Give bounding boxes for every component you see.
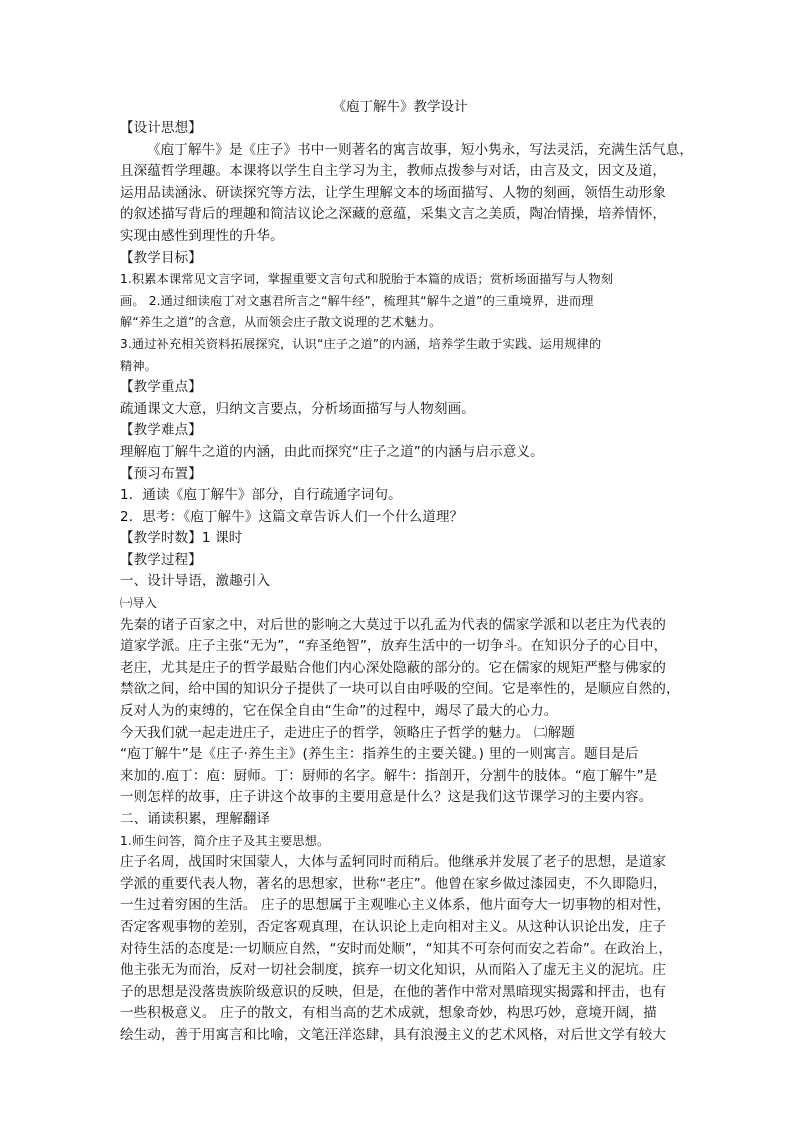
list-item: 1．通读《庖丁解牛》部分，自行疏通字词句。	[120, 487, 402, 504]
section-heading: 【教学重点】	[120, 379, 202, 396]
paragraph-line: 对待生活的态度是:一切顺应自然，“安时而处顺”，“知其不可奈何而安之若命”。在政治上，	[120, 940, 672, 957]
document-title: 《庖丁解牛》教学设计	[332, 99, 468, 115]
paragraph-line: 先秦的诸子百家之中，对后世的影响之大莫过于以孔孟为代表的儒家学派和以老庄为代表的	[120, 616, 666, 633]
list-item: 2．思考：《庖丁解牛》这篇文章告诉人们一个什么道理？	[120, 508, 464, 525]
paragraph-line: 理解庖丁解牛之道的内涵，由此而探究“庄子之道”的内涵与启示意义。	[120, 443, 544, 460]
paragraph-line: 《庖丁解牛》是《庄子》书中一则著名的寓言故事，短小隽永，写法灵活，充满生活气息，	[147, 141, 693, 158]
paragraph-line: 一生过着穷困的生活。 庄子的思想属于主观唯心主义体系，他片面夸大一切事物的相对性，	[120, 897, 671, 914]
paragraph-line: 反对人为的束缚的，它在保全自由“生命”的过程中，竭尽了最大的心力。	[120, 703, 558, 720]
paragraph-line: 运用品读涵泳、研读探究等方法，让学生理解文本的场面描写、人物的刻画，领悟生动形象	[120, 184, 666, 201]
paragraph-line: 画。 2.通过细读庖丁对文惠君所言之“解牛经”，梳理其“解牛之道”的三重境界，进而理	[120, 293, 594, 308]
paragraph-line: 一些积极意义。 庄子的散文，有相当高的艺术成就，想象奇妙，构思巧妙，意境开阔，描	[120, 1005, 657, 1022]
section-heading: 【教学目标】	[120, 249, 202, 266]
subsection-heading: ㈠导入	[120, 596, 158, 611]
paragraph-line: 疏通课文大意，归纳文言要点，分析场面描写与人物刻画。	[120, 400, 475, 417]
paragraph-line: 精神。	[120, 358, 158, 373]
paragraph-line: 老庄，尤其是庄子的哲学最贴合他们内心深处隐蔽的部分的。它在儒家的规矩严整与佛家的	[120, 659, 666, 676]
paragraph-line: 道家学派。庄子主张“无为”，“弃圣绝智”，放弃生活中的一切争斗。在知识分子的心目中，	[120, 638, 668, 655]
paragraph-line: 且深蕴哲学理趣。本课将以学生自主学习为主，教师点拨参与对话，由言及文，因文及道，	[120, 163, 666, 180]
paragraph-line: 1.师生问答，简介庄子及其主要思想。	[120, 833, 330, 848]
paragraph-line: 学派的重要代表人物，著名的思想家，世称“老庄”。他曾在家乡做过漆园吏，不久即隐归，	[120, 875, 667, 892]
paragraph-line: 他主张无为而治，反对一切社会制度，摈弃一切文化知识，从而陷入了虚无主义的泥坑。庄	[120, 962, 666, 979]
section-heading: 【教学难点】	[120, 422, 202, 439]
subsection-heading: 二、诵读积累，理解翻译	[120, 811, 271, 827]
paragraph-line: 3.通过补充相关资料拓展探究，认识“庄子之道”的内涵，培养学生敢于实践、运用规律的	[120, 336, 602, 351]
paragraph-line: 来加的.庖丁：庖：厨师。丁：厨师的名字。解牛：指剖开，分割牛的肢体。“庖丁解牛”是	[120, 767, 658, 784]
paragraph-line: 子的思想是没落贵族阶级意识的反映，但是，在他的著作中常对黑暗现实揭露和抨击，也有	[120, 983, 666, 1000]
paragraph-line: “庖丁解牛”是《庄子·养生主》(养生主：指养生的主要关键。) 里的一则寓言。题目是后	[120, 746, 639, 763]
paragraph-line: 1.积累本课常见文言字词，掌握重要文言句式和脱胎于本篇的成语；赏析场面描写与人物刻	[120, 272, 614, 287]
paragraph-line: 的叙述描写背后的理趣和简洁议论之深藏的意蕴，采集文言之美质，陶冶情操，培养情怀，	[120, 206, 666, 223]
paragraph-line: 一则怎样的故事，庄子讲这个故事的主要用意是什么？这是我们这节课学习的主要内容。	[120, 789, 653, 806]
paragraph-line: 庄子名周，战国时宋国蒙人，大体与孟轲同时而稍后。他继承并发展了老子的思想，是道家	[120, 854, 666, 871]
paragraph-line: 绘生动，善于用寓言和比喻，文笔汪洋恣肆，具有浪漫主义的艺术风格，对后世文学有较大	[120, 1026, 666, 1043]
paragraph-line: 解“养生之道”的含意，从而领会庄子散文说理的艺术魅力。	[120, 315, 442, 330]
paragraph-line: 实现由感性到理性的升华。	[120, 227, 284, 244]
paragraph-line: 禁欲之间，给中国的知识分子提供了一块可以自由呼吸的空间。它是率性的，是顺应自然的，	[120, 681, 680, 698]
section-heading: 【设计思想】	[120, 120, 202, 136]
paragraph-line: 今天我们就一起走进庄子，走进庄子的哲学，领略庄子哲学的魅力。 ㈡解题	[120, 724, 575, 741]
subsection-heading: 一、设计导语，激趣引入	[120, 573, 271, 590]
paragraph-line: 否定客观事物的差别，否定客观真理，在认识论上走向相对主义。从这种认识论出发，庄子	[120, 918, 666, 935]
document-body	[120, 96, 693, 1047]
section-heading: 【教学时数】1 课时	[120, 530, 243, 547]
section-heading: 【教学过程】	[120, 551, 202, 568]
section-heading: 【预习布置】	[120, 465, 202, 482]
